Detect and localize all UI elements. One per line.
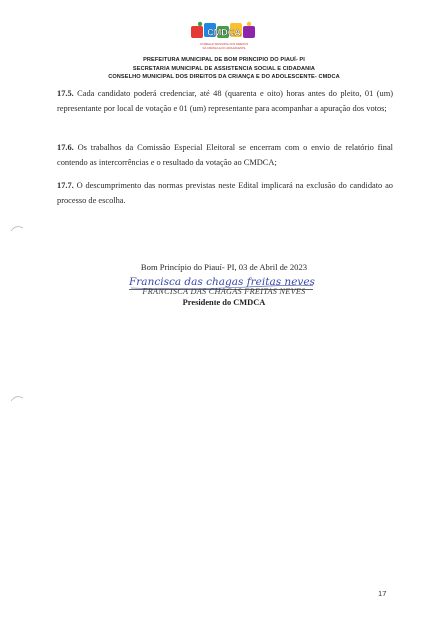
date-line: Bom Princípio do Piauí- PI, 03 de Abril de 2023: [140, 262, 308, 272]
paragraph-17-6: [57, 140, 393, 170]
cmdca-logo: [187, 20, 261, 54]
logo-puzzle-piece: [191, 26, 203, 38]
paragraph-number: 17.5.: [57, 89, 74, 98]
logo-puzzle-piece: [243, 26, 255, 38]
margin-mark: [10, 222, 24, 234]
paragraph-number: 17.6.: [57, 143, 74, 152]
svg-text:Francisca das chagas freitas n: Francisca das chagas freitas neves: [129, 276, 315, 288]
signatory-name: FRANCISCA DAS CHAGAS FREITAS NEVES: [142, 287, 306, 296]
paragraph-text: O descumprimento das normas previstas neste Edital implicará na exclusão do candidato ao processo de escolha.: [57, 181, 393, 206]
header-conselho: CONSELHO MUNICIPAL DOS DIREITOS DA CRIANÇA E DO ADOLESCENTE- CMDCA: [108, 74, 340, 80]
logo-caption-2: DA CRIANÇA E DO ADOLESCENTE: [202, 47, 246, 50]
paragraph-text: Cada candidato poderá credenciar, até 48 (quarenta e oito) horas antes do pleito, 01 (um) representante por local de votação e 01 (um) representante para acompanhar a apuração dos votos;: [57, 89, 393, 114]
signatory-role: Presidente do CMDCA: [182, 298, 266, 307]
margin-mark: [10, 392, 24, 404]
logo-caption-1: CONSELHO MUNICIPAL DOS DIREITOS: [199, 43, 249, 46]
page-number: 17: [378, 589, 387, 598]
paragraph-17-7: [57, 178, 393, 208]
header-prefeitura: PREFEITURA MUNICIPAL DE BOM PRINCIPIO DO PIAUÍ- PI: [143, 57, 305, 63]
paragraph-17-5: [57, 86, 393, 116]
logo-text: CMDCA: [207, 27, 241, 38]
header-secretaria: SECRETARIA MUNICIPAL DE ASSISTENCIA SOCIAL E CIDADANIA: [132, 66, 316, 72]
paragraph-number: 17.7.: [57, 181, 74, 190]
paragraph-text: Os trabalhos da Comissão Especial Eleitoral se encerram com o envio de relatório final contendo as intercorrências e o resultado da votação ao CMDCA;: [57, 143, 394, 168]
